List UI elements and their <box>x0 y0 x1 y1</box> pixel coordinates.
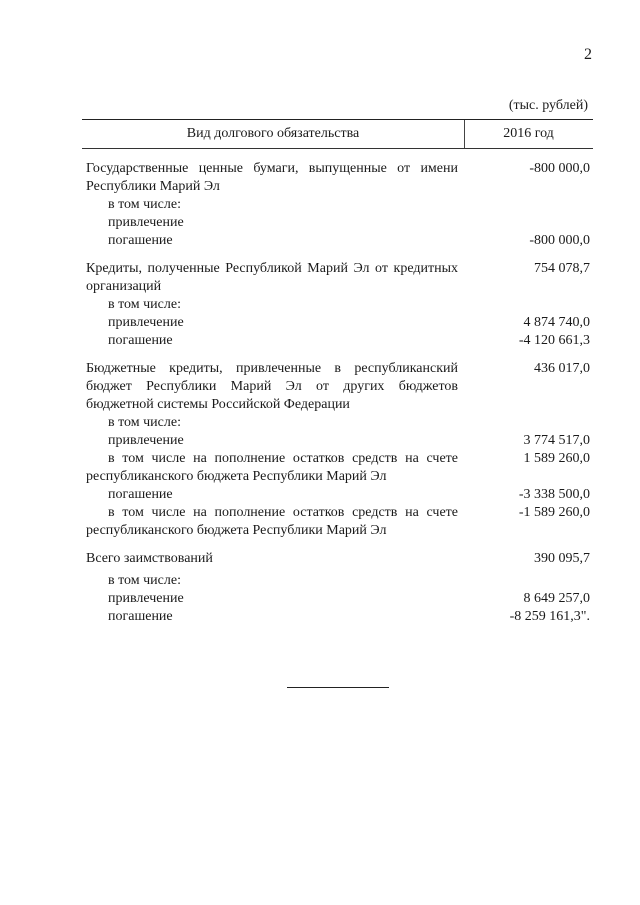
row-label: в том числе на пополнение остатков средств на счете республиканского бюджета Республики Марий Эл <box>86 451 458 484</box>
row-label: Государственные ценные бумаги, выпущенные от имени Республики Марий Эл <box>86 161 458 194</box>
table-header-rule <box>82 148 593 149</box>
row-value: -3 338 500,0 <box>518 487 590 502</box>
row-label: привлечение <box>108 433 184 448</box>
row-label: Кредиты, полученные Республикой Марий Эл от кредитных организаций <box>86 261 458 294</box>
table-row-bank-credits <box>86 260 590 296</box>
row-label: в том числе: <box>108 573 181 588</box>
column-header-type: Вид долгового обязательства <box>186 126 360 141</box>
table-row-total <box>86 550 590 568</box>
column-header-divider <box>464 120 465 148</box>
row-value: 436 017,0 <box>534 361 590 376</box>
page-number: 2 <box>584 46 592 63</box>
table-row <box>86 450 590 486</box>
table-row <box>86 296 590 314</box>
row-label: в том числе: <box>108 297 181 312</box>
row-value: -4 120 661,3 <box>518 333 590 348</box>
table-top-rule <box>82 119 593 120</box>
table-row <box>86 608 590 626</box>
table-row <box>86 232 590 250</box>
row-value: 4 874 740,0 <box>523 315 590 330</box>
row-value: -1 589 260,0 <box>518 505 590 520</box>
row-label: в том числе на пополнение остатков средств на счете республиканского бюджета Республики Марий Эл <box>86 505 458 538</box>
table-row <box>86 572 590 590</box>
row-value: 8 649 257,0 <box>523 591 590 606</box>
row-label: привлечение <box>108 315 184 330</box>
row-value: -800 000,0 <box>529 233 590 248</box>
row-label: привлечение <box>108 215 184 230</box>
row-label: погашение <box>108 333 173 348</box>
document-end-rule <box>287 687 389 688</box>
table-row <box>86 314 590 332</box>
table-row-budget-credits <box>86 360 590 414</box>
row-label: погашение <box>108 233 173 248</box>
row-value: 3 774 517,0 <box>523 433 590 448</box>
row-label: в том числе: <box>108 415 181 430</box>
row-label: погашение <box>108 609 173 624</box>
row-value: -8 259 161,3". <box>509 609 590 624</box>
row-value: 1 589 260,0 <box>523 451 590 466</box>
table-row <box>86 590 590 608</box>
table-row <box>86 214 590 232</box>
row-value <box>472 214 590 232</box>
table-row <box>86 414 590 432</box>
row-value: 754 078,7 <box>534 261 590 276</box>
table-row <box>86 504 590 540</box>
table-row-securities <box>86 160 590 196</box>
table-row <box>86 486 590 504</box>
debt-table-body <box>86 160 590 626</box>
row-label: Бюджетные кредиты, привлеченные в республиканский бюджет Республики Марий Эл от других бюджетов бюджетной системы Российской Федерации <box>86 361 458 412</box>
table-row <box>86 332 590 350</box>
row-label: привлечение <box>108 591 184 606</box>
row-value: 390 095,7 <box>534 551 590 566</box>
units-label: (тыс. рублей) <box>508 98 588 113</box>
row-label: Всего заимствований <box>86 551 213 566</box>
column-header-year: 2016 год <box>503 126 554 141</box>
row-value: -800 000,0 <box>529 161 590 176</box>
row-label: погашение <box>108 487 173 502</box>
row-label: в том числе: <box>108 197 181 212</box>
table-row <box>86 432 590 450</box>
table-row <box>86 196 590 214</box>
